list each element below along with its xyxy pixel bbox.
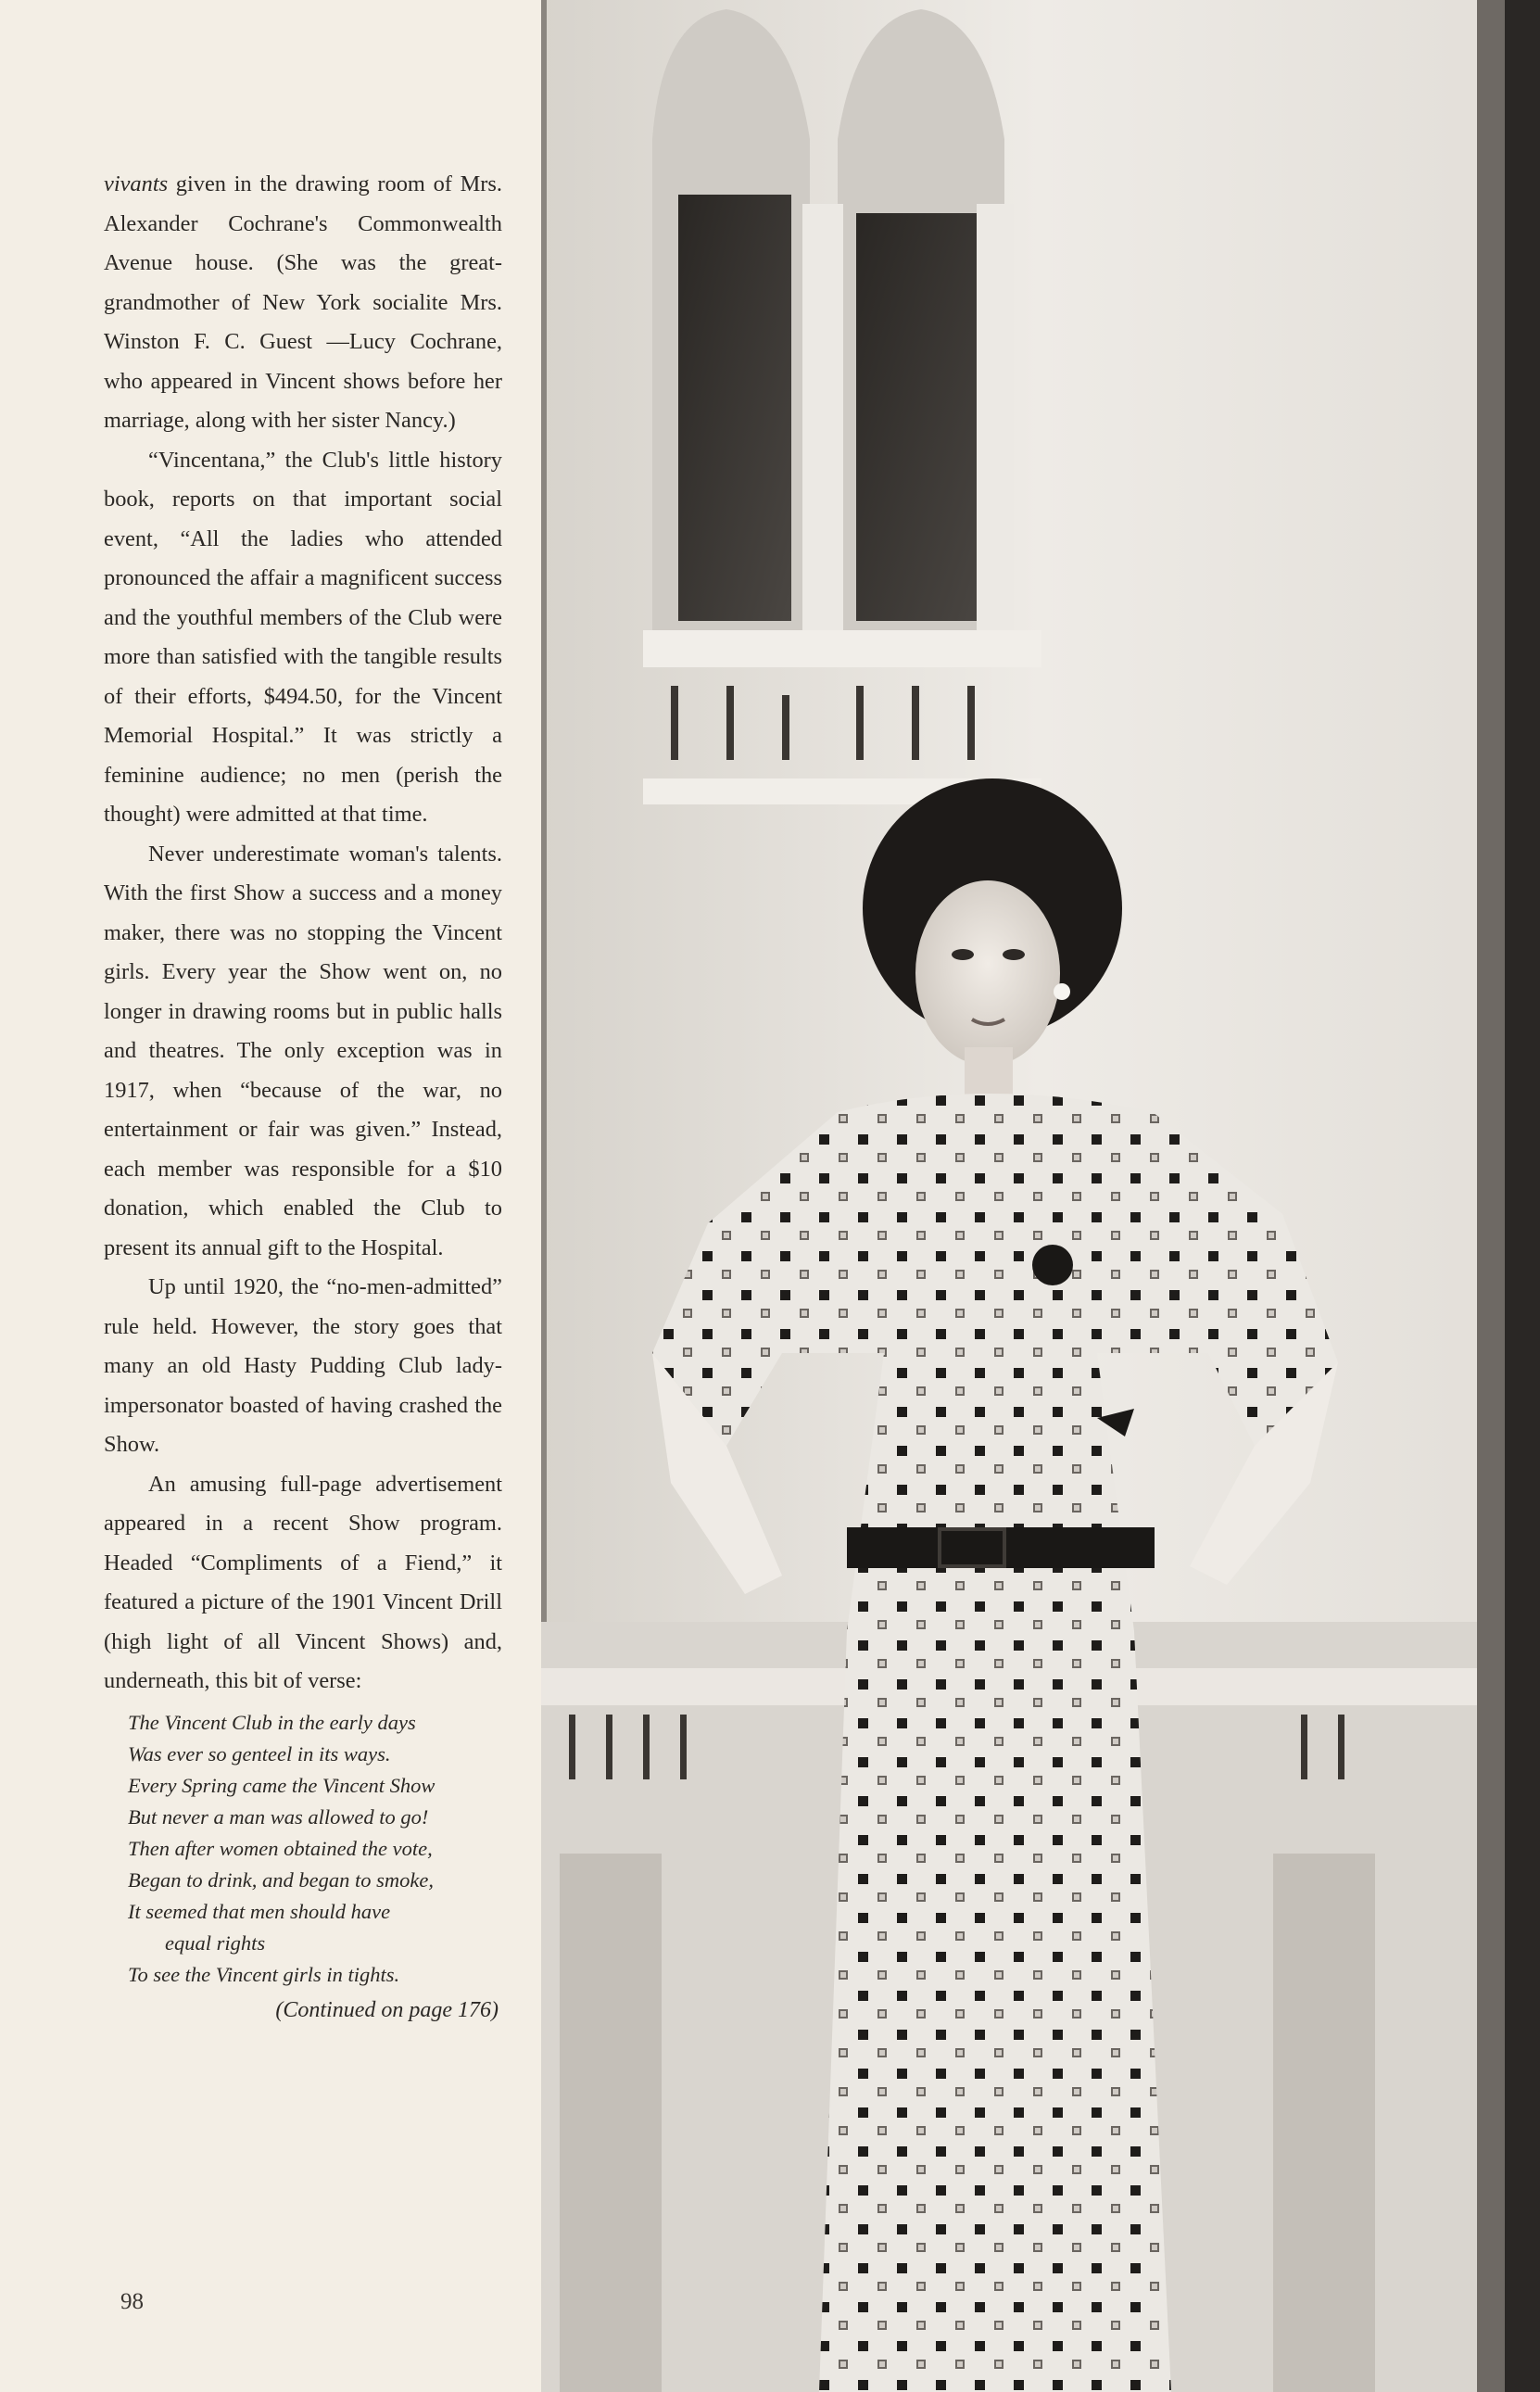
verse-line: To see the Vincent girls in tights. (128, 1962, 400, 1986)
photograph-illustration (541, 0, 1540, 2392)
verse-line: Was ever so genteel in its ways. (128, 1741, 391, 1766)
paragraph-1 (104, 165, 502, 441)
verse-line: The Vincent Club in the early days (128, 1710, 416, 1734)
fashion-photograph (541, 0, 1540, 2392)
verse-line: But never a man was allowed to go! (128, 1804, 429, 1829)
verse-line: It seemed that men should have (128, 1899, 391, 1923)
paragraph-3: Never underestimate woman's talents. With the first Show a success and a money maker, there was no stopping the Vincent girls. Every year the Show went on, no longer in drawing rooms but in public halls and theatres. The only exception was in 1917, when “because of the war, no entertainment or fair was given.” Instead, each member was responsible for a $10 donation, which enabled the Club to present its annual gift to the Hospital. (104, 841, 502, 1260)
continued-link-text: (Continued on page 176) (275, 1997, 499, 2022)
verse-line: Then after women obtained the vote, (128, 1836, 433, 1860)
page-number: 98 (120, 2289, 144, 2314)
paragraph-4: Up until 1920, the “no-men-admitted” rule held. However, the story goes that many an old Hasty Pudding Club lady-impersonator boasted of having crashed the Show. (104, 1274, 502, 1457)
verse-line: Every Spring came the Vincent Show (128, 1773, 435, 1797)
paragraph-2: “Vincentana,” the Club's little history book, reports on that important social event, “All the ladies who attended pronounced the affair a magnificent success and the youthful members of the Club were more than satisfied with the tangible results of their efforts, $494.50, for the Vincent Memorial Hospital.” It was strictly a feminine audience; no men (perish the thought) were admitted at that time. (104, 447, 502, 827)
paragraph-1-text: given in the drawing room of Mrs. Alexander Cochrane's Commonwealth Avenue house. (She was the great-grandmother of New York socialite Mrs. Winston F. C. Guest —Lucy Cochrane, who appeared in Vincent shows before her marriage, along with her sister Nancy.) (104, 171, 502, 433)
verse-line: Began to drink, and began to smoke, (128, 1867, 434, 1892)
verse-line-continuation: equal rights (165, 1930, 266, 1955)
article-column (104, 165, 502, 2028)
verse-block (128, 1707, 502, 1991)
paragraph-5: An amusing full-page advertisement appeared in a recent Show program. Headed “Compliments of a Fiend,” it featured a picture of the 1901 Vincent Drill (high light of all Vincent Shows) and, underneath, this bit of verse: (104, 1471, 502, 1693)
continued-note (104, 1993, 502, 2028)
italic-word: vivants (104, 171, 169, 196)
